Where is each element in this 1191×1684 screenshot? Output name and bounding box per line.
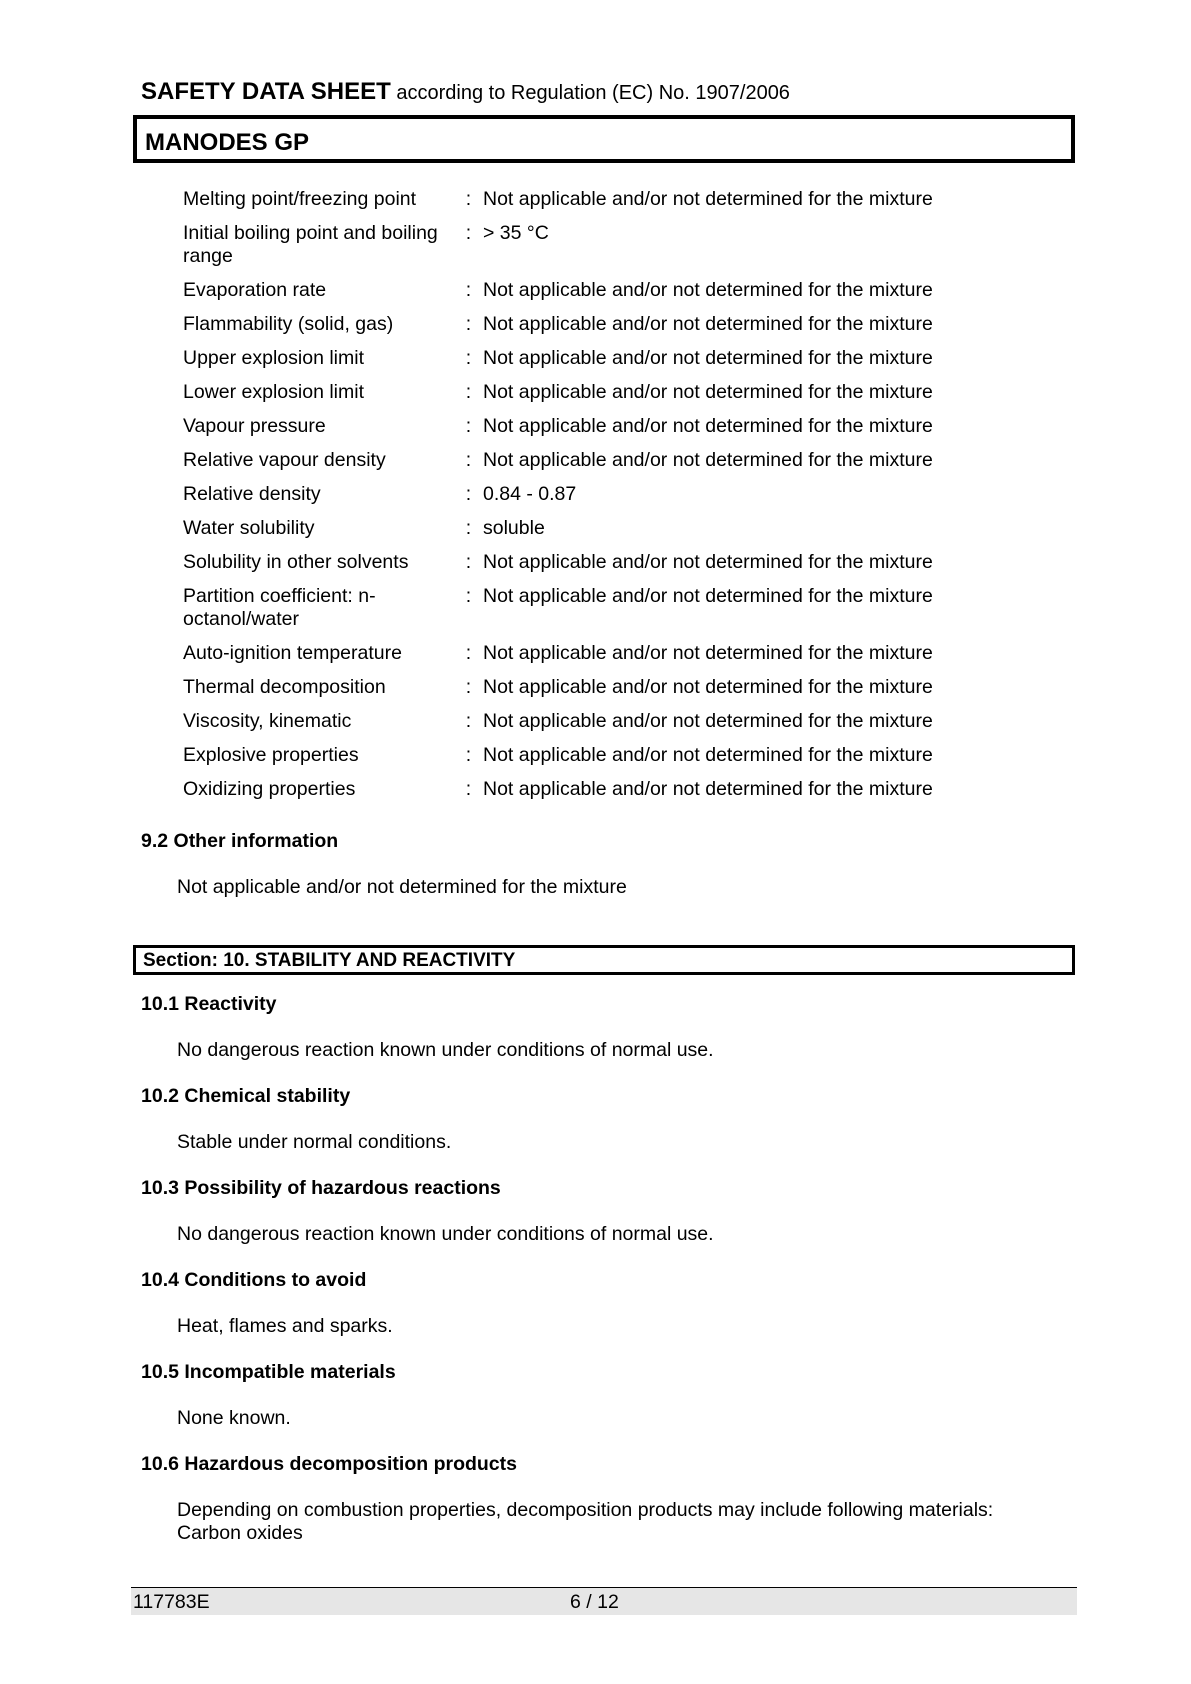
property-row xyxy=(183,710,1013,733)
property-colon: : xyxy=(465,710,472,732)
property-colon: : xyxy=(465,313,472,335)
property-colon: : xyxy=(465,381,472,403)
property-label: Initial boiling point and boiling range xyxy=(183,222,438,267)
property-row xyxy=(183,415,1013,438)
property-colon: : xyxy=(465,449,472,471)
property-label: Partition coefficient: n-octanol/water xyxy=(183,585,376,630)
property-colon: : xyxy=(465,188,472,210)
property-label: Water solubility xyxy=(183,517,315,539)
chemical-stability-text: Stable under normal conditions. xyxy=(177,1131,452,1153)
property-label: Melting point/freezing point xyxy=(183,188,417,210)
product-name-box xyxy=(133,115,1075,163)
property-label: Lower explosion limit xyxy=(183,381,364,403)
property-row xyxy=(183,279,1013,302)
decomposition-products-heading: 10.6 Hazardous decomposition products xyxy=(141,1453,517,1475)
property-colon: : xyxy=(465,483,472,505)
property-value: Not applicable and/or not determined for the mixture xyxy=(483,585,933,607)
property-value: Not applicable and/or not determined for the mixture xyxy=(483,313,933,335)
property-label: Solubility in other solvents xyxy=(183,551,409,573)
property-value: Not applicable and/or not determined for the mixture xyxy=(483,279,933,301)
property-row xyxy=(183,449,1013,472)
property-value: Not applicable and/or not determined for the mixture xyxy=(483,676,933,698)
property-value: Not applicable and/or not determined for the mixture xyxy=(483,642,933,664)
incompatible-materials-text: None known. xyxy=(177,1407,291,1429)
property-label: Oxidizing properties xyxy=(183,778,356,800)
property-label: Relative vapour density xyxy=(183,449,386,471)
property-value: Not applicable and/or not determined for the mixture xyxy=(483,710,933,732)
property-colon: : xyxy=(465,642,472,664)
regulation-reference: according to Regulation (EC) No. 1907/2006 xyxy=(396,82,790,104)
property-colon: : xyxy=(465,778,472,800)
property-value: 0.84 - 0.87 xyxy=(483,483,577,505)
property-colon: : xyxy=(465,415,472,437)
property-value: Not applicable and/or not determined for the mixture xyxy=(483,347,933,369)
property-value: Not applicable and/or not determined for the mixture xyxy=(483,188,933,210)
property-row xyxy=(183,188,1013,211)
document-header xyxy=(141,78,790,106)
property-value: Not applicable and/or not determined for the mixture xyxy=(483,551,933,573)
property-label: Auto-ignition temperature xyxy=(183,642,402,664)
physical-properties-table xyxy=(183,188,1013,812)
property-value: Not applicable and/or not determined for the mixture xyxy=(483,381,933,403)
property-label: Thermal decomposition xyxy=(183,676,386,698)
page-number: 6 / 12 xyxy=(570,1591,619,1613)
property-row xyxy=(183,347,1013,370)
reactivity-heading: 10.1 Reactivity xyxy=(141,993,277,1015)
property-label: Flammability (solid, gas) xyxy=(183,313,394,335)
property-colon: : xyxy=(465,347,472,369)
property-row xyxy=(183,676,1013,699)
property-row xyxy=(183,642,1013,665)
property-row xyxy=(183,744,1013,767)
hazardous-reactions-heading: 10.3 Possibility of hazardous reactions xyxy=(141,1177,501,1199)
conditions-to-avoid-text: Heat, flames and sparks. xyxy=(177,1315,393,1337)
property-row xyxy=(183,778,1013,801)
property-label: Evaporation rate xyxy=(183,279,327,301)
property-label: Vapour pressure xyxy=(183,415,326,437)
property-row xyxy=(183,551,1013,574)
decomposition-products-text: Depending on combustion properties, decomposition products may include following materials: xyxy=(177,1499,994,1521)
property-label: Viscosity, kinematic xyxy=(183,710,352,732)
document-id: 117783E xyxy=(133,1591,210,1613)
property-colon: : xyxy=(465,551,472,573)
property-row xyxy=(183,517,1013,540)
document-title: SAFETY DATA SHEET xyxy=(141,78,391,105)
incompatible-materials-heading: 10.5 Incompatible materials xyxy=(141,1361,396,1383)
property-row xyxy=(183,222,1013,268)
property-colon: : xyxy=(465,676,472,698)
property-row xyxy=(183,381,1013,404)
chemical-stability-heading: 10.2 Chemical stability xyxy=(141,1085,351,1107)
property-value: Not applicable and/or not determined for the mixture xyxy=(483,415,933,437)
property-value: Not applicable and/or not determined for the mixture xyxy=(483,778,933,800)
product-name: MANODES GP xyxy=(145,129,310,156)
other-information-text: Not applicable and/or not determined for the mixture xyxy=(177,876,627,898)
property-label: Upper explosion limit xyxy=(183,347,364,369)
section-10-title: Section: 10. STABILITY AND REACTIVITY xyxy=(143,950,516,971)
property-label: Explosive properties xyxy=(183,744,359,766)
property-label: Relative density xyxy=(183,483,321,505)
property-value: > 35 °C xyxy=(483,222,549,244)
property-colon: : xyxy=(465,744,472,766)
property-colon: : xyxy=(465,222,472,244)
property-colon: : xyxy=(465,517,472,539)
conditions-to-avoid-heading: 10.4 Conditions to avoid xyxy=(141,1269,367,1291)
section-10-header xyxy=(133,945,1075,975)
property-colon: : xyxy=(465,279,472,301)
property-value: Not applicable and/or not determined for the mixture xyxy=(483,449,933,471)
other-information-heading: 9.2 Other information xyxy=(141,830,339,852)
property-row xyxy=(183,585,1013,631)
property-value: Not applicable and/or not determined for the mixture xyxy=(483,744,933,766)
property-row xyxy=(183,313,1013,336)
property-value: soluble xyxy=(483,517,545,539)
decomposition-products-text-line2: Carbon oxides xyxy=(177,1522,303,1544)
property-row xyxy=(183,483,1013,506)
property-colon: : xyxy=(465,585,472,607)
reactivity-text: No dangerous reaction known under conditions of normal use. xyxy=(177,1039,714,1061)
hazardous-reactions-text: No dangerous reaction known under conditions of normal use. xyxy=(177,1223,714,1245)
